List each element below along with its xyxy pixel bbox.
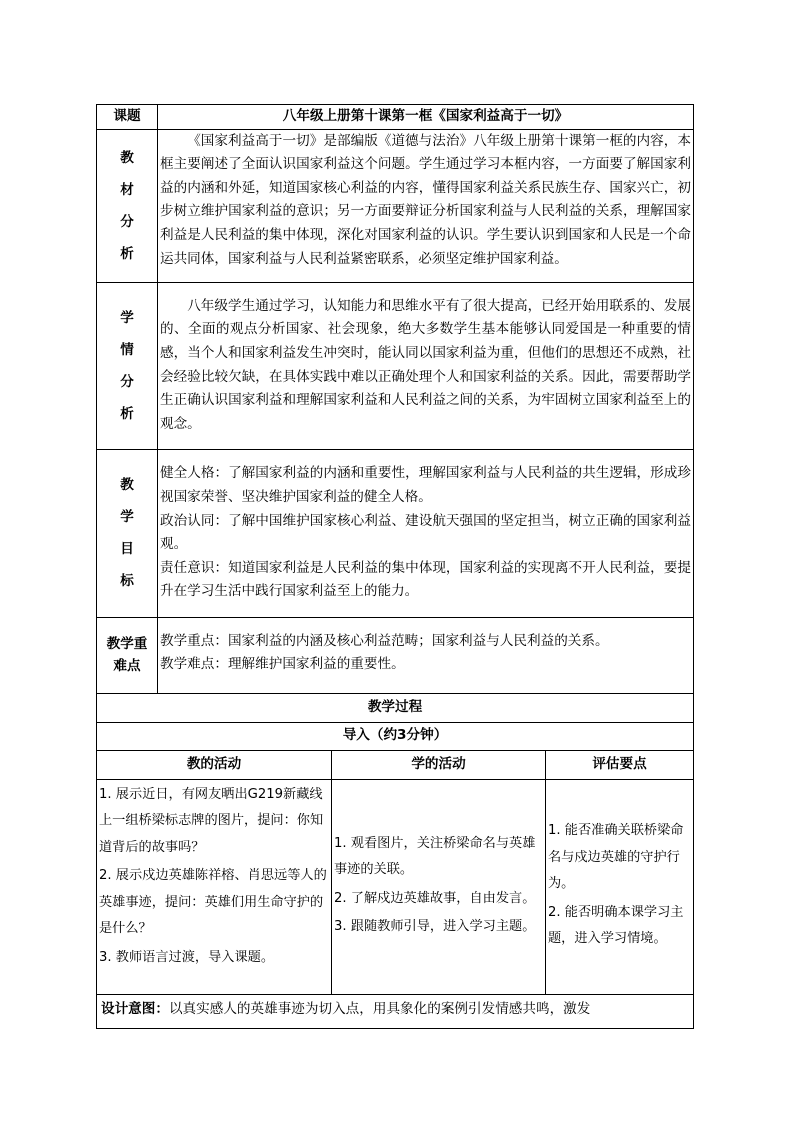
- design-intent-label: 设计意图：: [101, 1000, 169, 1017]
- student-activities: [332, 779, 546, 994]
- teacher-activity-header: 教的活动: [97, 750, 332, 779]
- goal-item: 政治认同：了解中国维护国家核心利益、建设航天强国的坚定担当，树立正确的国家利益观。: [160, 512, 691, 553]
- lesson-plan-table: [96, 104, 694, 1029]
- student-activity-item: 1. 观看图片，关注桥梁命名与英雄事迹的关联。: [334, 835, 536, 878]
- stage-title: 导入（约3分钟）: [97, 722, 694, 750]
- process-header-row: [97, 693, 694, 722]
- design-intent-row: [97, 994, 694, 1028]
- evaluation-points: [546, 779, 694, 994]
- student-analysis-row: [97, 282, 694, 449]
- teacher-activity-item: 2. 展示戍边英雄陈祥榕、肖思远等人的英雄事迹，提问：英雄们用生命守护的是什么？: [99, 868, 327, 937]
- key-point-item: 教学难点：理解维护国家利益的重要性。: [160, 656, 405, 673]
- process-header: 教学过程: [97, 693, 694, 722]
- goal-item: 健全人格：了解国家利益的内涵和重要性，理解国家利益与人民利益的共生逻辑，形成珍视国家荣誉、坚决维护国家利益的健全人格。: [160, 465, 691, 505]
- teacher-activities: [97, 779, 332, 994]
- lesson-label: 课题: [97, 105, 158, 130]
- design-intent: [97, 994, 694, 1028]
- evaluation-item: 2. 能否明确本课学习主题，进入学习情境。: [548, 904, 684, 947]
- key-points-text: [158, 617, 694, 693]
- teacher-activity-item: 1. 展示近日，有网友晒出G219新藏线上一组桥梁标志牌的图片，提问：你知道背后的故事吗？: [99, 786, 324, 855]
- teaching-goals-row: [97, 449, 694, 617]
- student-activity-header: 学的活动: [332, 750, 546, 779]
- activity-columns-row: [97, 750, 694, 779]
- goal-item: 责任意识：知道国家利益是人民利益的集中体现，国家利益的实现离不开人民利益，要提升在学习生活中践行国家利益至上的能力。: [160, 559, 691, 600]
- key-points-label: 教学重 难点: [97, 617, 158, 693]
- student-activity-item: 2. 了解戍边英雄故事，自由发言。: [334, 890, 536, 906]
- textbook-analysis-row: [97, 129, 694, 282]
- student-activity-item: 3. 跟随教师引导，进入学习主题。: [334, 919, 536, 935]
- textbook-analysis-text: 《国家利益高于一切》是部编版《道德与法治》八年级上册第十课第一框的内容，本框主要阐述了全面认识国家利益这个问题。学生通过学习本框内容，一方面要了解国家利益的内涵和外延，知道国家核心利益的内容，懂得国家利益关系民族生存、国家兴亡，初步树立维护国家利益的意识；另一方面要辩证分析国家利益与人民利益的关系，理解国家利益是人民利益的集中体现，深化对国家利益的认识。学生要认识到国家和人民是一个命运共同体，国家利益与人民利益紧密联系，必须坚定维护国家利益。: [158, 129, 694, 282]
- student-analysis-label: 学 情 分 析: [97, 282, 158, 449]
- evaluation-item: 1. 能否准确关联桥梁命名与戍边英雄的守护行为。: [548, 823, 684, 892]
- key-point-item: 教学重点：国家利益的内涵及核心利益范畴；国家利益与人民利益的关系。: [160, 632, 609, 649]
- teacher-activity-item: 3. 教师语言过渡，导入课题。: [99, 949, 275, 965]
- teaching-goals-label: 教 学 目 标: [97, 449, 158, 617]
- evaluation-header: 评估要点: [546, 750, 694, 779]
- stage-row: [97, 722, 694, 750]
- student-analysis-text: 八年级学生通过学习，认知能力和思维水平有了很大提高，已经开始用联系的、发展的、全面的观点分析国家、社会现象，绝大多数学生基本能够认同爱国是一种重要的情感，当个人和国家利益发生冲突时，能认同以国家利益为重，但他们的思想还不成熟，社会经验比较欠缺，在具体实践中难以正确处理个人和国家利益的关系。因此，需要帮助学生正确认识国家利益和理解国家利益和人民利益之间的关系，为牢固树立国家利益至上的观念。: [158, 282, 694, 449]
- design-intent-text: 以真实感人的英雄事迹为切入点，用具象化的案例引发情感共鸣，激发: [168, 1000, 591, 1017]
- teaching-goals-text: [158, 449, 694, 617]
- lesson-title: 八年级上册第十课第一框《国家利益高于一切》: [158, 105, 694, 130]
- textbook-analysis-label: 教 材 分 析: [97, 129, 158, 282]
- lesson-title-row: [97, 105, 694, 130]
- activities-row: [97, 779, 694, 994]
- key-points-row: [97, 617, 694, 693]
